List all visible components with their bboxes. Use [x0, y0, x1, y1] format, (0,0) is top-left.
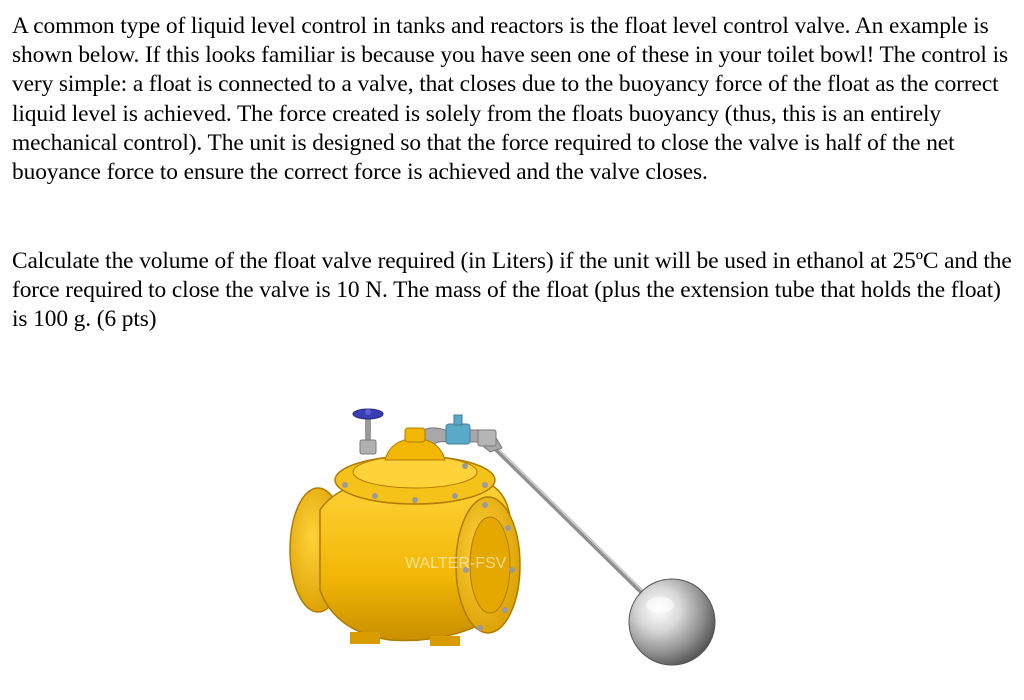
handwheel [353, 409, 383, 454]
problem-paragraph-intro: A common type of liquid level control in tanks and reactors is the float level control valve. An example is shown below. If this looks familiar is because you have seen one of these in your toilet bowl! The control is very simple: a float is connected to a valve, that closes due to the buoyancy force of the float as the correct liquid level is achieved. The force created is solely from the floats buoyancy (thus, this is an entirely mechanical control). The unit is designed so that the force required to close the valve is half of the net buoyance force to ensure the correct force is achieved and the valve closes. [12, 13, 1008, 186]
float-valve-image [280, 400, 730, 700]
image-watermark: WALTER-FSV [405, 555, 507, 572]
float-ball [629, 579, 715, 665]
problem-paragraph-question: Calculate the volume of the float valve required (in Liters) if the unit will be used in ethanol at 25ºC and the force required to close the valve is 10 N. The mass of the float (plus the extension tube that holds the float) is 100 g. (6 pts) [12, 248, 1012, 333]
valve-body [290, 428, 520, 646]
